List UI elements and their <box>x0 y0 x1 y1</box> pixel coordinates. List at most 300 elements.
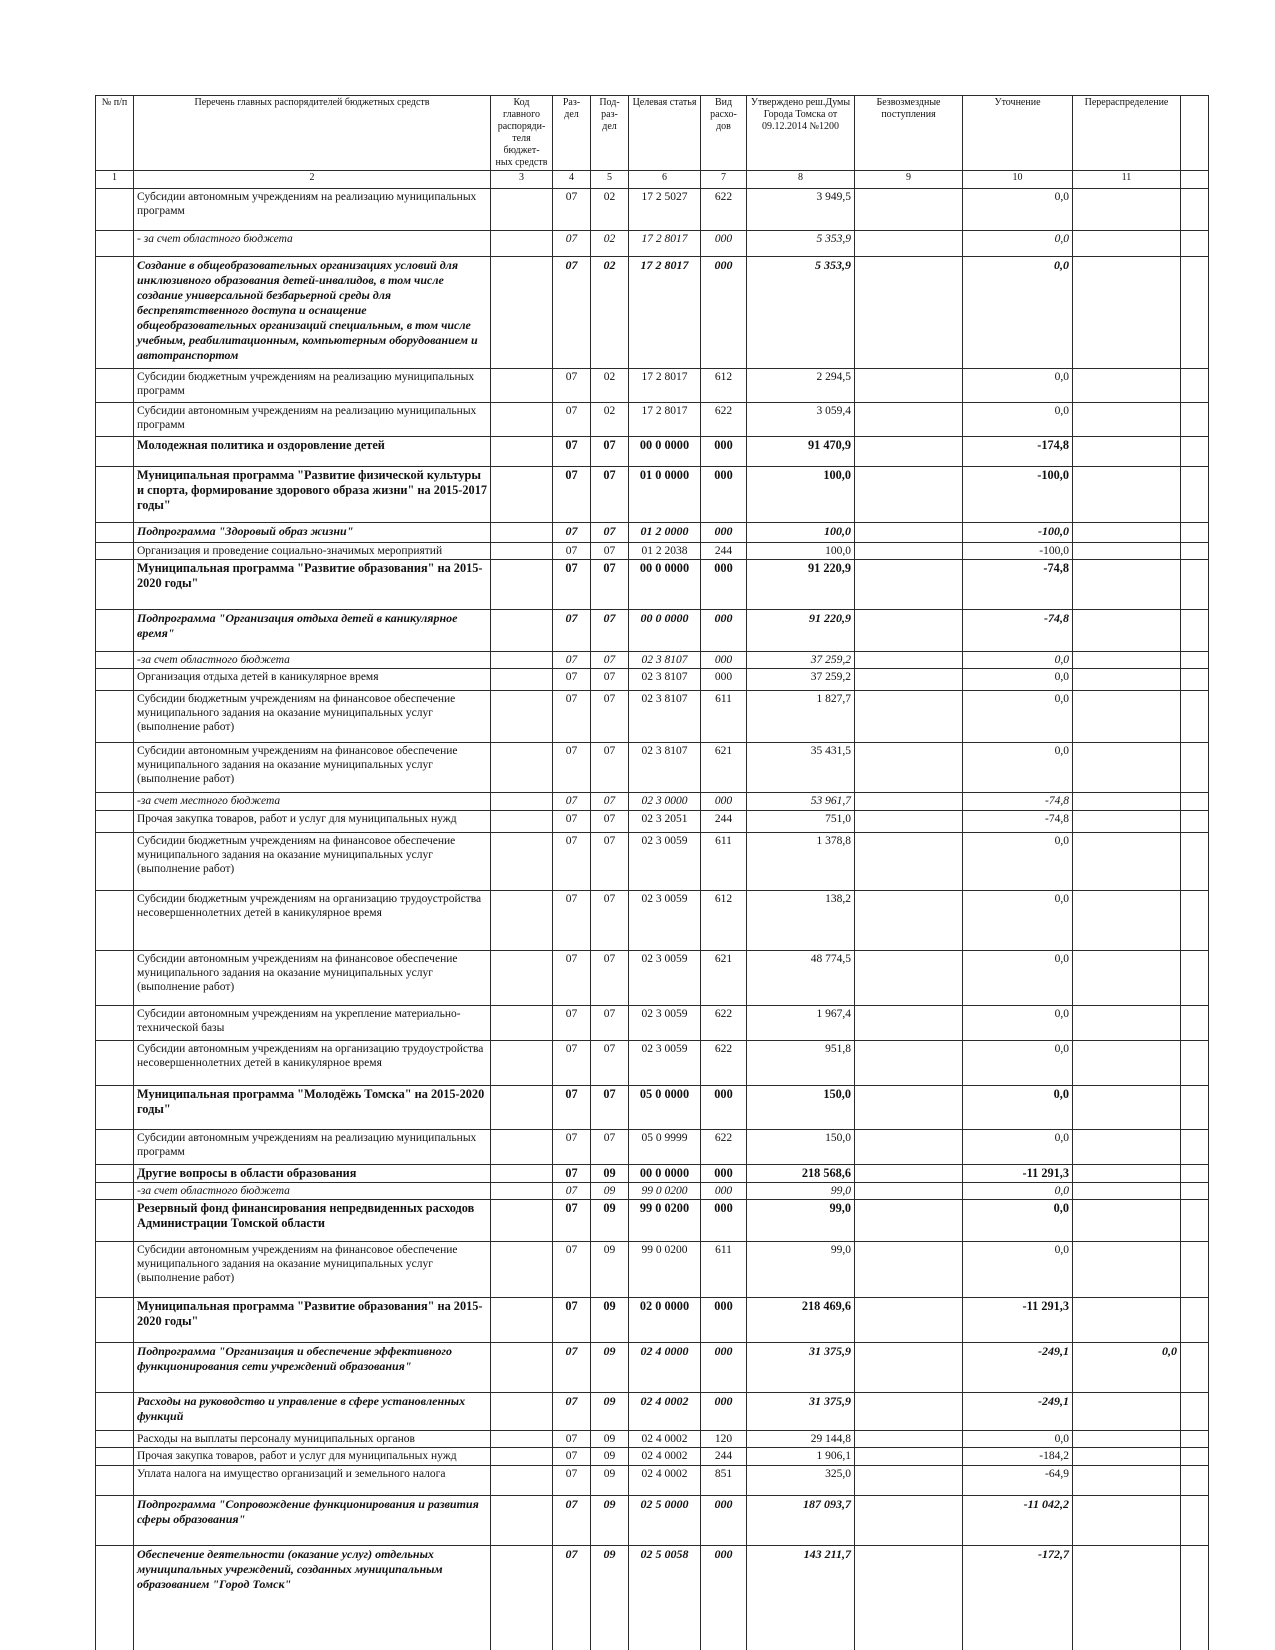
cell-adjustment: 0,0 <box>963 189 1073 231</box>
cell-index <box>96 652 134 669</box>
table-row <box>96 560 1209 610</box>
cell-index <box>96 523 134 543</box>
cell-gratuitous-receipts <box>855 231 963 257</box>
cell-approved: 143 211,7 <box>747 1546 855 1650</box>
cell-name: Субсидии бюджетным учреждениям на финансовое обеспечение муниципального задания на оказание муниципальных услуг (выполнение работ) <box>134 691 491 743</box>
cell-razdel: 07 <box>553 467 591 523</box>
table-row <box>96 1183 1209 1200</box>
table-row <box>96 1496 1209 1546</box>
cell-redistribution <box>1073 189 1181 231</box>
cell-adjustment: 0,0 <box>963 1041 1073 1086</box>
cell-expense-type: 611 <box>701 833 747 891</box>
cell-redistribution <box>1073 1200 1181 1242</box>
cell-target-article: 02 3 0059 <box>629 1041 701 1086</box>
cell-podrazdel: 07 <box>591 610 629 652</box>
cell-razdel: 07 <box>553 811 591 833</box>
cell-adjustment: -174,8 <box>963 437 1073 467</box>
cell-grbs-code <box>491 1546 553 1650</box>
cell-razdel: 07 <box>553 403 591 437</box>
cell-index <box>96 1431 134 1448</box>
cell-redistribution <box>1073 652 1181 669</box>
cell-index <box>96 560 134 610</box>
cell-adjustment: 0,0 <box>963 1200 1073 1242</box>
cell-razdel: 07 <box>553 610 591 652</box>
cell-grbs-code <box>491 369 553 403</box>
cell-razdel: 07 <box>553 1183 591 1200</box>
cell-redistribution <box>1073 793 1181 811</box>
cell-adjustment: -172,7 <box>963 1546 1073 1650</box>
table-row <box>96 610 1209 652</box>
cell-razdel: 07 <box>553 523 591 543</box>
cell-extra <box>1181 467 1209 523</box>
column-header-4: Раз- дел <box>553 96 591 171</box>
cell-adjustment: -11 291,3 <box>963 1165 1073 1183</box>
cell-razdel: 07 <box>553 1086 591 1130</box>
cell-name: Муниципальная программа "Молодёжь Томска" на 2015-2020 годы" <box>134 1086 491 1130</box>
cell-podrazdel: 07 <box>591 743 629 793</box>
cell-redistribution <box>1073 1086 1181 1130</box>
cell-index <box>96 743 134 793</box>
cell-grbs-code <box>491 523 553 543</box>
cell-extra <box>1181 1448 1209 1466</box>
column-number-10: 10 <box>963 171 1073 189</box>
cell-approved: 99,0 <box>747 1242 855 1298</box>
table-row <box>96 231 1209 257</box>
cell-podrazdel: 07 <box>591 691 629 743</box>
column-number-2: 2 <box>134 171 491 189</box>
cell-target-article: 99 0 0200 <box>629 1183 701 1200</box>
cell-adjustment: -100,0 <box>963 543 1073 560</box>
cell-redistribution <box>1073 560 1181 610</box>
cell-gratuitous-receipts <box>855 669 963 691</box>
cell-extra <box>1181 652 1209 669</box>
cell-extra <box>1181 1041 1209 1086</box>
cell-redistribution <box>1073 1130 1181 1165</box>
cell-target-article: 05 0 9999 <box>629 1130 701 1165</box>
cell-podrazdel: 02 <box>591 257 629 369</box>
cell-gratuitous-receipts <box>855 1130 963 1165</box>
cell-target-article: 00 0 0000 <box>629 437 701 467</box>
cell-extra <box>1181 891 1209 951</box>
cell-grbs-code <box>491 610 553 652</box>
cell-adjustment: -249,1 <box>963 1393 1073 1431</box>
cell-name: Уплата налога на имущество организаций и земельного налога <box>134 1466 491 1496</box>
cell-expense-type: 000 <box>701 1165 747 1183</box>
cell-redistribution <box>1073 403 1181 437</box>
cell-index <box>96 543 134 560</box>
cell-index <box>96 437 134 467</box>
cell-extra <box>1181 669 1209 691</box>
cell-name: Прочая закупка товаров, работ и услуг для муниципальных нужд <box>134 1448 491 1466</box>
cell-grbs-code <box>491 1448 553 1466</box>
header-label-row <box>96 96 1209 171</box>
cell-extra <box>1181 543 1209 560</box>
cell-grbs-code <box>491 1006 553 1041</box>
cell-gratuitous-receipts <box>855 743 963 793</box>
table-row <box>96 257 1209 369</box>
cell-name: Подпрограмма "Здоровый образ жизни" <box>134 523 491 543</box>
column-header-7: Вид расхо- дов <box>701 96 747 171</box>
cell-adjustment: -100,0 <box>963 523 1073 543</box>
cell-name: Субсидии автономным учреждениям на организацию трудоустройства несовершеннолетних детей в каникулярное время <box>134 1041 491 1086</box>
cell-expense-type: 000 <box>701 1200 747 1242</box>
cell-index <box>96 1183 134 1200</box>
cell-extra <box>1181 523 1209 543</box>
cell-razdel: 07 <box>553 1006 591 1041</box>
cell-index <box>96 951 134 1006</box>
cell-target-article: 99 0 0200 <box>629 1200 701 1242</box>
cell-index <box>96 1242 134 1298</box>
cell-extra <box>1181 833 1209 891</box>
cell-gratuitous-receipts <box>855 1183 963 1200</box>
cell-grbs-code <box>491 1165 553 1183</box>
cell-redistribution: 0,0 <box>1073 1343 1181 1393</box>
cell-target-article: 02 0 0000 <box>629 1298 701 1343</box>
cell-index <box>96 1393 134 1431</box>
cell-gratuitous-receipts <box>855 610 963 652</box>
cell-adjustment: -64,9 <box>963 1466 1073 1496</box>
cell-podrazdel: 07 <box>591 543 629 560</box>
cell-razdel: 07 <box>553 833 591 891</box>
cell-index <box>96 1165 134 1183</box>
cell-adjustment: -74,8 <box>963 560 1073 610</box>
cell-gratuitous-receipts <box>855 1086 963 1130</box>
column-header-6: Целевая статья <box>629 96 701 171</box>
cell-approved: 2 294,5 <box>747 369 855 403</box>
cell-razdel: 07 <box>553 1393 591 1431</box>
cell-grbs-code <box>491 1183 553 1200</box>
cell-redistribution <box>1073 523 1181 543</box>
cell-redistribution <box>1073 231 1181 257</box>
cell-name: -за счет областного бюджета <box>134 652 491 669</box>
cell-target-article: 02 3 8107 <box>629 691 701 743</box>
cell-razdel: 07 <box>553 1431 591 1448</box>
cell-podrazdel: 07 <box>591 437 629 467</box>
column-number-3: 3 <box>491 171 553 189</box>
cell-approved: 37 259,2 <box>747 669 855 691</box>
cell-name: Субсидии бюджетным учреждениям на финансовое обеспечение муниципального задания на оказание муниципальных услуг (выполнение работ) <box>134 833 491 891</box>
cell-razdel: 07 <box>553 1242 591 1298</box>
cell-gratuitous-receipts <box>855 652 963 669</box>
cell-extra <box>1181 1496 1209 1546</box>
cell-razdel: 07 <box>553 1041 591 1086</box>
cell-target-article: 01 2 2038 <box>629 543 701 560</box>
cell-extra <box>1181 231 1209 257</box>
cell-grbs-code <box>491 793 553 811</box>
cell-approved: 1 906,1 <box>747 1448 855 1466</box>
cell-name: -за счет областного бюджета <box>134 1183 491 1200</box>
cell-podrazdel: 07 <box>591 811 629 833</box>
cell-name: Подпрограмма "Сопровождение функционирования и развития сферы образования" <box>134 1496 491 1546</box>
cell-podrazdel: 07 <box>591 833 629 891</box>
cell-target-article: 02 3 0059 <box>629 833 701 891</box>
cell-approved: 91 220,9 <box>747 560 855 610</box>
cell-adjustment: -100,0 <box>963 467 1073 523</box>
cell-approved: 325,0 <box>747 1466 855 1496</box>
table-row <box>96 543 1209 560</box>
table-row <box>96 1393 1209 1431</box>
cell-target-article: 02 4 0002 <box>629 1431 701 1448</box>
cell-expense-type: 244 <box>701 543 747 560</box>
cell-razdel: 07 <box>553 1298 591 1343</box>
cell-extra <box>1181 403 1209 437</box>
cell-razdel: 07 <box>553 669 591 691</box>
cell-target-article: 17 2 8017 <box>629 257 701 369</box>
cell-approved: 150,0 <box>747 1086 855 1130</box>
cell-name: Создание в общеобразовательных организациях условий для инклюзивного образования детей-инвалидов, в том числе создание универсальной безбарьерной среды для беспрепятственного доступа и оснащение общеобразовательных организаций специальным, в том числе учебным, реабилитационным, компьютерным оборудованием и автотранспортом <box>134 257 491 369</box>
cell-target-article: 17 2 5027 <box>629 189 701 231</box>
cell-index <box>96 403 134 437</box>
cell-expense-type: 000 <box>701 610 747 652</box>
cell-podrazdel: 07 <box>591 560 629 610</box>
cell-target-article: 01 0 0000 <box>629 467 701 523</box>
cell-approved: 1 967,4 <box>747 1006 855 1041</box>
cell-expense-type: 000 <box>701 1546 747 1650</box>
cell-approved: 187 093,7 <box>747 1496 855 1546</box>
cell-approved: 1 827,7 <box>747 691 855 743</box>
table-row <box>96 189 1209 231</box>
cell-razdel: 07 <box>553 189 591 231</box>
cell-name: Субсидии автономным учреждениям на финансовое обеспечение муниципального задания на оказание муниципальных услуг (выполнение работ) <box>134 1242 491 1298</box>
cell-name: Муниципальная программа "Развитие физической культуры и спорта, формирование здорового образа жизни" на 2015-2017 годы" <box>134 467 491 523</box>
cell-gratuitous-receipts <box>855 951 963 1006</box>
table-row <box>96 691 1209 743</box>
cell-adjustment: 0,0 <box>963 891 1073 951</box>
cell-gratuitous-receipts <box>855 1393 963 1431</box>
cell-approved: 91 470,9 <box>747 437 855 467</box>
cell-target-article: 02 3 2051 <box>629 811 701 833</box>
cell-expense-type: 622 <box>701 1041 747 1086</box>
cell-gratuitous-receipts <box>855 467 963 523</box>
cell-name: Организация и проведение социально-значимых мероприятий <box>134 543 491 560</box>
cell-expense-type: 622 <box>701 1130 747 1165</box>
cell-gratuitous-receipts <box>855 1165 963 1183</box>
cell-index <box>96 1298 134 1343</box>
cell-target-article: 17 2 8017 <box>629 369 701 403</box>
table-row <box>96 403 1209 437</box>
cell-razdel: 07 <box>553 1448 591 1466</box>
cell-index <box>96 369 134 403</box>
cell-grbs-code <box>491 257 553 369</box>
cell-index <box>96 1448 134 1466</box>
cell-approved: 751,0 <box>747 811 855 833</box>
cell-index <box>96 1546 134 1650</box>
cell-name: Муниципальная программа "Развитие образования" на 2015-2020 годы" <box>134 1298 491 1343</box>
table-row <box>96 369 1209 403</box>
cell-adjustment: 0,0 <box>963 257 1073 369</box>
cell-extra <box>1181 369 1209 403</box>
cell-approved: 99,0 <box>747 1200 855 1242</box>
cell-name: -за счет местного бюджета <box>134 793 491 811</box>
column-number-4: 4 <box>553 171 591 189</box>
cell-razdel: 07 <box>553 652 591 669</box>
cell-gratuitous-receipts <box>855 691 963 743</box>
cell-redistribution <box>1073 669 1181 691</box>
cell-approved: 100,0 <box>747 523 855 543</box>
cell-extra <box>1181 1393 1209 1431</box>
cell-podrazdel: 07 <box>591 1006 629 1041</box>
table-row <box>96 811 1209 833</box>
cell-name: Организация отдыха детей в каникулярное время <box>134 669 491 691</box>
cell-podrazdel: 09 <box>591 1165 629 1183</box>
cell-expense-type: 611 <box>701 1242 747 1298</box>
cell-index <box>96 257 134 369</box>
cell-grbs-code <box>491 1343 553 1393</box>
table-row <box>96 523 1209 543</box>
cell-grbs-code <box>491 189 553 231</box>
column-header-1: № п/п <box>96 96 134 171</box>
cell-index <box>96 669 134 691</box>
cell-extra <box>1181 951 1209 1006</box>
cell-podrazdel: 07 <box>591 951 629 1006</box>
cell-redistribution <box>1073 1466 1181 1496</box>
cell-name: Субсидии автономным учреждениям на укрепление материально-технической базы <box>134 1006 491 1041</box>
cell-extra <box>1181 811 1209 833</box>
cell-name: Субсидии автономным учреждениям на реализацию муниципальных программ <box>134 403 491 437</box>
cell-grbs-code <box>491 1242 553 1298</box>
cell-extra <box>1181 437 1209 467</box>
cell-razdel: 07 <box>553 1200 591 1242</box>
cell-razdel: 07 <box>553 437 591 467</box>
cell-target-article: 05 0 0000 <box>629 1086 701 1130</box>
cell-extra <box>1181 743 1209 793</box>
cell-redistribution <box>1073 1041 1181 1086</box>
cell-redistribution <box>1073 1431 1181 1448</box>
table-row <box>96 1006 1209 1041</box>
table-body <box>96 189 1209 1650</box>
cell-grbs-code <box>491 743 553 793</box>
cell-podrazdel: 09 <box>591 1546 629 1650</box>
cell-podrazdel: 09 <box>591 1200 629 1242</box>
cell-razdel: 07 <box>553 891 591 951</box>
cell-adjustment: -11 291,3 <box>963 1298 1073 1343</box>
table-row <box>96 1130 1209 1165</box>
cell-adjustment: 0,0 <box>963 1006 1073 1041</box>
cell-extra <box>1181 1183 1209 1200</box>
cell-gratuitous-receipts <box>855 403 963 437</box>
table-row <box>96 437 1209 467</box>
cell-approved: 48 774,5 <box>747 951 855 1006</box>
cell-grbs-code <box>491 1393 553 1431</box>
cell-razdel: 07 <box>553 257 591 369</box>
cell-adjustment: 0,0 <box>963 1431 1073 1448</box>
table-row <box>96 1343 1209 1393</box>
cell-target-article: 99 0 0200 <box>629 1242 701 1298</box>
cell-gratuitous-receipts <box>855 1343 963 1393</box>
cell-gratuitous-receipts <box>855 1448 963 1466</box>
cell-name: Подпрограмма "Организация отдыха детей в каникулярное время" <box>134 610 491 652</box>
cell-razdel: 07 <box>553 743 591 793</box>
cell-extra <box>1181 1200 1209 1242</box>
cell-approved: 91 220,9 <box>747 610 855 652</box>
cell-extra <box>1181 1546 1209 1650</box>
cell-expense-type: 000 <box>701 467 747 523</box>
cell-expense-type: 000 <box>701 437 747 467</box>
cell-target-article: 02 5 0000 <box>629 1496 701 1546</box>
table-row <box>96 891 1209 951</box>
cell-extra <box>1181 1006 1209 1041</box>
cell-expense-type: 612 <box>701 891 747 951</box>
cell-target-article: 02 4 0002 <box>629 1448 701 1466</box>
cell-adjustment: 0,0 <box>963 369 1073 403</box>
cell-podrazdel: 09 <box>591 1466 629 1496</box>
cell-grbs-code <box>491 951 553 1006</box>
cell-grbs-code <box>491 891 553 951</box>
cell-target-article: 00 0 0000 <box>629 560 701 610</box>
cell-index <box>96 691 134 743</box>
table-row <box>96 1200 1209 1242</box>
cell-expense-type: 000 <box>701 1086 747 1130</box>
cell-name: Субсидии автономным учреждениям на финансовое обеспечение муниципального задания на оказание муниципальных услуг (выполнение работ) <box>134 743 491 793</box>
cell-redistribution <box>1073 1006 1181 1041</box>
cell-gratuitous-receipts <box>855 257 963 369</box>
cell-gratuitous-receipts <box>855 1298 963 1343</box>
cell-approved: 3 949,5 <box>747 189 855 231</box>
cell-approved: 5 353,9 <box>747 231 855 257</box>
cell-grbs-code <box>491 1496 553 1546</box>
cell-grbs-code <box>491 543 553 560</box>
cell-razdel: 07 <box>553 1343 591 1393</box>
cell-index <box>96 231 134 257</box>
cell-gratuitous-receipts <box>855 437 963 467</box>
cell-redistribution <box>1073 833 1181 891</box>
cell-podrazdel: 07 <box>591 1041 629 1086</box>
table-header <box>96 96 1209 189</box>
cell-approved: 951,8 <box>747 1041 855 1086</box>
cell-index <box>96 1496 134 1546</box>
cell-expense-type: 611 <box>701 691 747 743</box>
cell-adjustment: 0,0 <box>963 403 1073 437</box>
cell-name: Молодежная политика и оздоровление детей <box>134 437 491 467</box>
table-row <box>96 833 1209 891</box>
cell-index <box>96 811 134 833</box>
table-row <box>96 1041 1209 1086</box>
cell-podrazdel: 07 <box>591 652 629 669</box>
cell-approved: 138,2 <box>747 891 855 951</box>
cell-name: Субсидии бюджетным учреждениям на организацию трудоустройства несовершеннолетних детей в каникулярное время <box>134 891 491 951</box>
cell-adjustment: -11 042,2 <box>963 1496 1073 1546</box>
cell-razdel: 07 <box>553 1496 591 1546</box>
cell-target-article: 02 3 0059 <box>629 1006 701 1041</box>
cell-grbs-code <box>491 1466 553 1496</box>
cell-expense-type: 000 <box>701 523 747 543</box>
cell-approved: 218 568,6 <box>747 1165 855 1183</box>
cell-extra <box>1181 691 1209 743</box>
cell-razdel: 07 <box>553 231 591 257</box>
table-row <box>96 652 1209 669</box>
cell-adjustment: -74,8 <box>963 811 1073 833</box>
cell-name: Расходы на выплаты персоналу муниципальных органов <box>134 1431 491 1448</box>
column-header-10: Уточнение <box>963 96 1073 171</box>
cell-approved: 150,0 <box>747 1130 855 1165</box>
cell-extra <box>1181 610 1209 652</box>
cell-podrazdel: 02 <box>591 189 629 231</box>
cell-index <box>96 1343 134 1393</box>
cell-podrazdel: 09 <box>591 1496 629 1546</box>
cell-extra <box>1181 1242 1209 1298</box>
cell-grbs-code <box>491 467 553 523</box>
cell-redistribution <box>1073 1183 1181 1200</box>
cell-redistribution <box>1073 1448 1181 1466</box>
cell-gratuitous-receipts <box>855 1466 963 1496</box>
cell-approved: 31 375,9 <box>747 1343 855 1393</box>
cell-approved: 100,0 <box>747 543 855 560</box>
cell-adjustment: -74,8 <box>963 793 1073 811</box>
cell-redistribution <box>1073 1165 1181 1183</box>
cell-target-article: 00 0 0000 <box>629 610 701 652</box>
cell-podrazdel: 07 <box>591 793 629 811</box>
column-number-8: 8 <box>747 171 855 189</box>
